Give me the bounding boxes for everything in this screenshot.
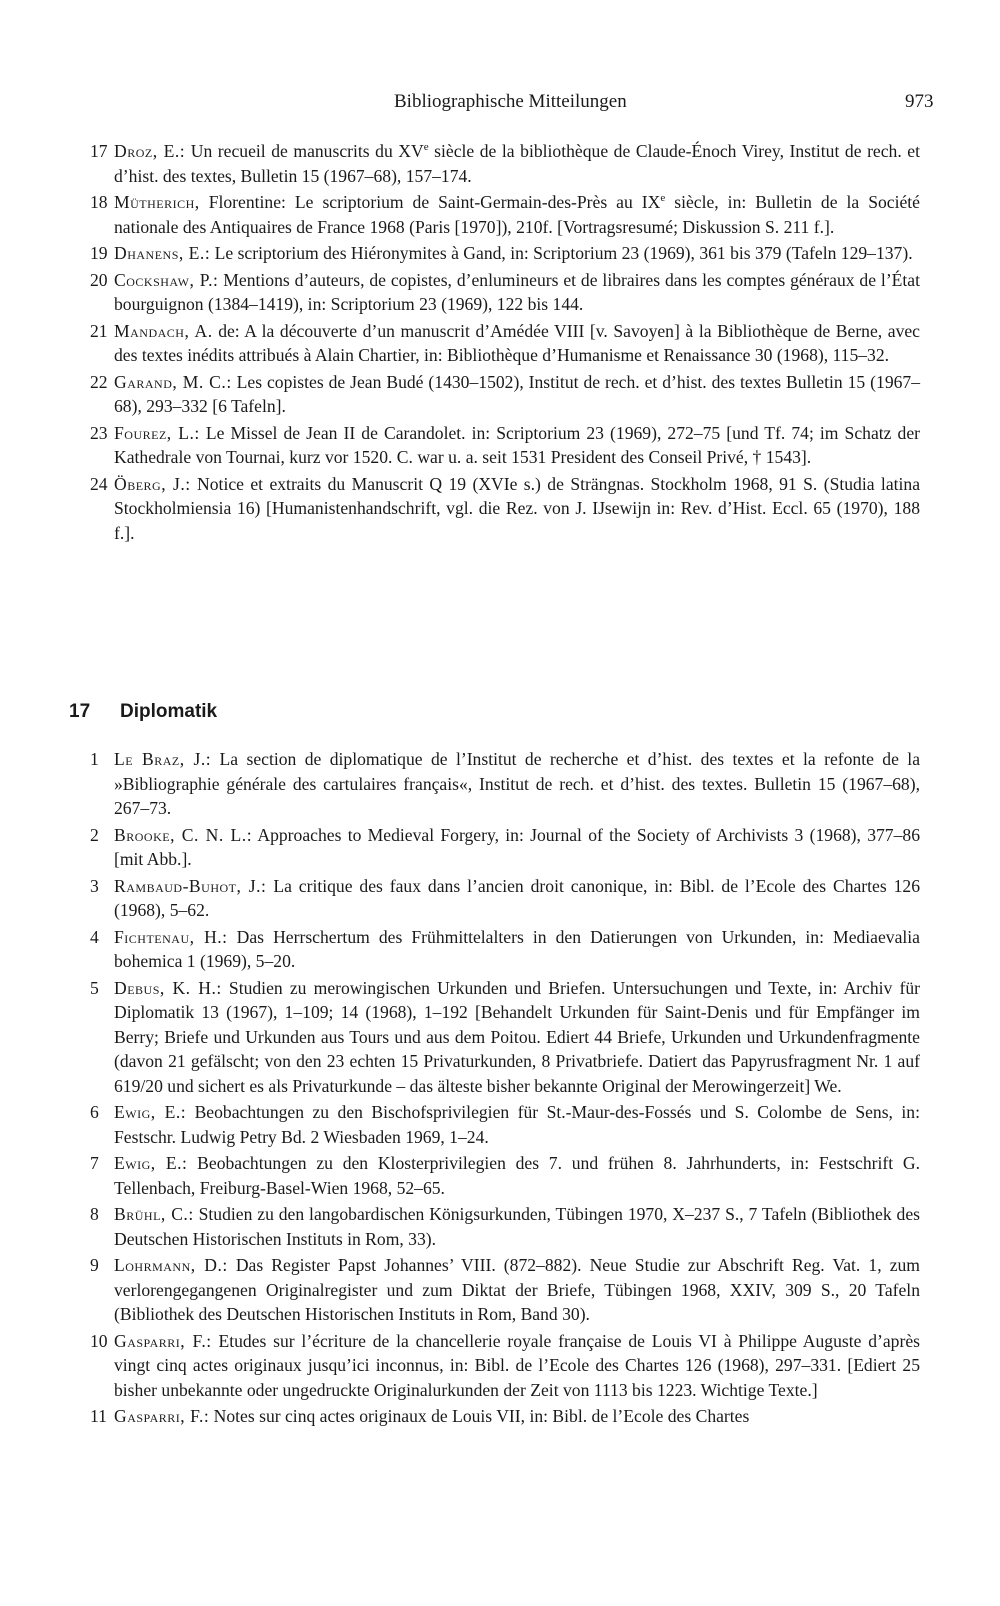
entry-author: Gasparri, F.: — [114, 1330, 212, 1351]
bibliography-entry — [0, 925, 1000, 974]
section-title: Diplomatik — [120, 701, 218, 722]
entry-author: Mütherich, — [114, 192, 200, 212]
entry-text: Mentions d’auteurs, de copistes, d’enlumineurs et de libraires dans les comptes généraux de l’État bourguignon (1384–1419), in: Scriptorium 23 (1969), 122 bis 144. — [114, 269, 921, 314]
entry-author: Cockshaw, P.: — [114, 269, 219, 290]
entry-text: Beobachtungen zu den Bischofsprivilegien für St.-Maur-des-Fossés und S. Colombe de Sens, in: Festschr. Ludwig Petry Bd. 2 Wiesbaden 1969, 1–24. — [114, 1102, 920, 1147]
entry-number: 23 — [90, 422, 108, 443]
entry-number: 10 — [90, 1330, 108, 1351]
entry-text: de: A la découverte d’un manuscrit d’Amédée VIII [v. Savoyen] à la Bibliothèque de Berne, avec des textes inédits attribués à Alain Chartier, in: Bibliothèque d’Humanisme et Renaissance 30 (1968), 115–32. — [114, 320, 920, 365]
entry-number: 20 — [90, 269, 108, 290]
entry-number: 2 — [90, 824, 99, 845]
entry-text: La section de diplomatique de l’Institut de recherche et d’hist. des textes et la refonte de la »Bibliographie générale des cartulaires français«, Institut de rech. et d’hist. des textes. Bulletin 15 (1967–68), 267–73. — [114, 749, 921, 818]
entry-text: Les copistes de Jean Budé (1430–1502), Institut de rech. et d’hist. des textes Bulletin 15 (1967–68), 293–332 [6 Tafeln]. — [114, 371, 921, 416]
entry-text: Un recueil de manuscrits du XV — [185, 141, 424, 161]
entry-author: Le Braz, J.: — [114, 749, 212, 769]
entry-text: Notes sur cinq actes originaux de Louis VII, in: Bibl. de l’Ecole des Chartes — [209, 1406, 750, 1426]
entry-number: 24 — [90, 473, 108, 494]
entry-text: Le scriptorium des Hiéronymites à Gand, in: Scriptorium 23 (1969), 361 bis 379 (Tafeln 129–137). — [210, 243, 913, 263]
entry-author: Brühl, C.: — [114, 1204, 194, 1224]
bibliography-entry — [0, 241, 1000, 266]
entry-author: Debus, K. H.: — [114, 977, 222, 998]
bibliography-entry — [0, 1253, 1000, 1327]
entry-author: Fichtenau, H.: — [114, 926, 228, 947]
bibliography-entry — [0, 139, 1000, 188]
entry-number: 18 — [90, 192, 108, 212]
entry-number: 6 — [90, 1102, 99, 1122]
entry-number: 8 — [90, 1204, 99, 1224]
section-heading — [0, 698, 1000, 726]
entry-text: La critique des faux dans l’ancien droit canonique, in: Bibl. de l’Ecole des Chartes 126 (1968), 5–62. — [114, 875, 920, 920]
bibliography-entry — [0, 747, 1000, 821]
entry-author: Garand, M. C.: — [114, 371, 232, 392]
bibliography-entry — [0, 190, 1000, 239]
bibliography-entry — [0, 1202, 1000, 1251]
entry-author: Lohrmann, D.: — [114, 1255, 228, 1275]
entry-text: Das Register Papst Johannes’ VIII. (872–882). Neue Studie zur Abschrift Reg. Vat. 1, zum verlorengegangenen Originalregister und zum Diktat der Briefe, Tübingen 1968, XXIV, 309 S., 20 Tafeln (Bibliothek des Deutschen Historischen Instituts in Rom, Band 30). — [114, 1255, 920, 1324]
entry-text: Studien zu merowingischen Urkunden und Briefen. Untersuchungen und Texte, in: Archiv für Diplomatik 13 (1967), 1–109; 14 (1968), 1–192 [Behandelt Urkunden für Saint-Denis und für Empfänger im Berry; Briefe und Urkunden aus Tours und aus dem Poitou. Ediert 44 Briefe, Urkunden und Urkundenfragmente (davon 21 gefälscht; von den 23 echten 15 Privaturkunden, 8 Privatbriefe. Datiert das Papyrusfragment Nr. 1 auf 619/20 und sichert es als Privaturkunde – das älteste bisher bekannte Original der Merowingerzeit] We. — [114, 977, 920, 1096]
entry-superscript: e — [423, 141, 429, 154]
entry-text-rest: siècle de la bibliothèque de Claude-Énoch Virey, Institut de rech. et d’hist. des textes, Bulletin 15 (1967–68), 157–174. — [114, 141, 920, 186]
entry-number: 22 — [90, 371, 108, 392]
bibliography-entry — [0, 421, 1000, 470]
entry-author: Brooke, C. N. L.: — [114, 824, 253, 845]
entry-text: Notice et extraits du Manuscrit Q 19 (XVIe s.) de Strängnas. Stockholm 1968, 91 S. (Studia latina Stockholmiensia 16) [Humanistenhandschrift, vgl. die Rez. von J. IJsewijn in: Rev. d’Hist. Eccl. 65 (1970), 188 f.]. — [114, 473, 921, 543]
entry-text: Beobachtungen zu den Klosterprivilegien des 7. und frühen 8. Jahrhunderts, in: Festschrift G. Tellenbach, Freiburg-Basel-Wien 1968, 52–65. — [114, 1153, 920, 1198]
entry-number: 17 — [90, 141, 108, 161]
entry-text: Le Missel de Jean II de Carandolet. in: Scriptorium 23 (1969), 272–75 [und Tf. 74; im Schatz der Kathedrale von Tournai, kurz vor 1520. C. war u. a. seit 1531 President des Conseil Privé, † 1543]. — [114, 422, 920, 467]
entry-number: 21 — [90, 320, 108, 341]
entry-text: Florentine: Le scriptorium de Saint-Germain-des-Près au IX — [199, 192, 661, 212]
entry-author: Droz, E.: — [114, 141, 186, 161]
bibliography-entry — [0, 1151, 1000, 1200]
bibliography-entry — [0, 1329, 1000, 1403]
entry-number: 4 — [90, 926, 99, 947]
entry-superscript: e — [660, 192, 666, 205]
running-head — [0, 88, 1000, 116]
entry-number: 7 — [90, 1153, 99, 1173]
running-title: Bibliographische Mitteilungen — [394, 91, 627, 112]
entry-author: Dhanens, E.: — [114, 243, 211, 263]
entry-author: Gasparri, F.: — [114, 1406, 210, 1426]
entry-number: 19 — [90, 243, 108, 263]
bibliography-entry — [0, 1100, 1000, 1149]
entry-author: Ewig, E.: — [114, 1102, 187, 1122]
entry-number: 5 — [90, 977, 99, 998]
bibliography-entry — [0, 370, 1000, 419]
bibliography-list-diplomatik — [0, 747, 1000, 1431]
bibliography-entry — [0, 874, 1000, 923]
entry-author: Öberg, J.: — [114, 473, 191, 494]
page-number: 973 — [905, 91, 934, 112]
entry-author: Ewig, E.: — [114, 1153, 188, 1173]
entry-text: Etudes sur l’écriture de la chancellerie royale française de Louis VI à Philippe Auguste d’après vingt cinq actes originaux jusqu’ici inconnus, in: Bibl. de l’Ecole des Chartes 126 (1968), 297–331. [Ediert 25 bisher unbekannte oder ungedruckte Originalurkunden der Zeit von 1113 bis 1223. Wichtige Texte.] — [114, 1330, 920, 1400]
entry-text: Approaches to Medieval Forgery, in: Journal of the Society of Archivists 3 (1968), 377–86 [mit Abb.]. — [114, 824, 920, 869]
bibliography-entry — [0, 1404, 1000, 1429]
bibliography-entry — [0, 319, 1000, 368]
entry-author: Fourez, L.: — [114, 422, 200, 443]
entry-number: 1 — [90, 749, 99, 769]
entry-number: 11 — [90, 1406, 107, 1426]
entry-text: Das Herrschertum des Frühmittelalters in den Datierungen von Urkunden, in: Mediaevalia bohemica 1 (1969), 5–20. — [114, 926, 920, 971]
entry-number: 3 — [90, 875, 99, 896]
entry-number: 9 — [90, 1255, 99, 1275]
bibliography-entry — [0, 976, 1000, 1099]
bibliography-list-top — [0, 139, 1000, 547]
bibliography-entry — [0, 823, 1000, 872]
entry-text-rest: siècle, in: Bulletin de la Société nationale des Antiquaires de France 1968 (Paris [1970]), 210f. [Vortragsresumé; Diskussion S. 211 f.]. — [114, 192, 920, 237]
entry-text: Studien zu den langobardischen Königsurkunden, Tübingen 1970, X–237 S., 7 Tafeln (Bibliothek des Deutschen Historischen Instituts in Rom, 33). — [114, 1204, 920, 1249]
entry-author: Mandach, A. — [114, 320, 213, 341]
entry-author: Rambaud-Buhot, J.: — [114, 875, 267, 896]
section-number: 17 — [69, 701, 91, 722]
bibliography-entry — [0, 268, 1000, 317]
bibliography-entry — [0, 472, 1000, 546]
